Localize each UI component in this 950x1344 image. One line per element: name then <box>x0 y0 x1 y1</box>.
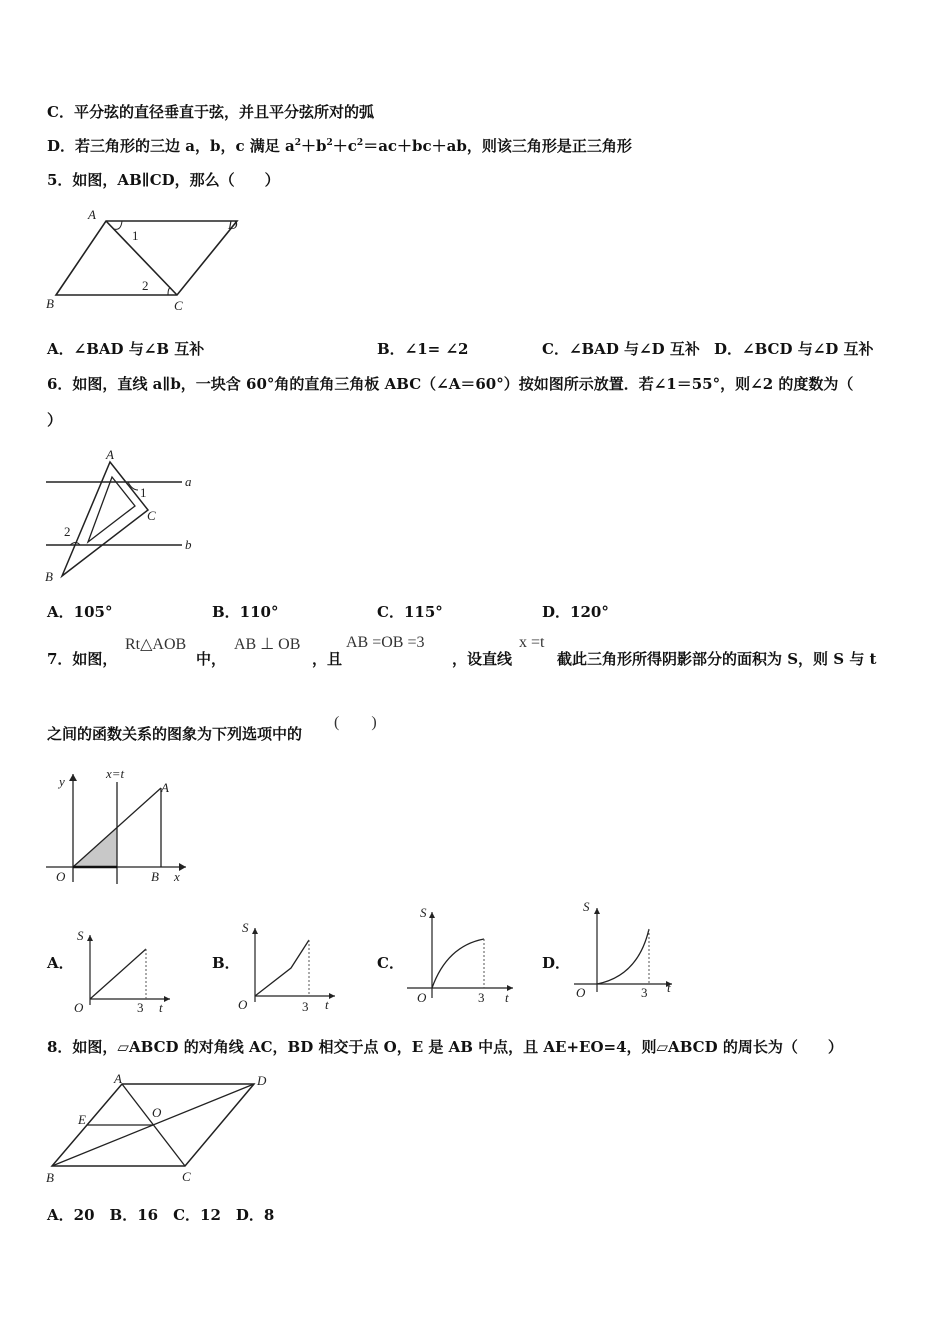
t-axis-arrow <box>329 993 335 999</box>
triangle-abc-outer <box>62 462 148 576</box>
graph-curve <box>432 939 484 988</box>
s-axis-arrow <box>252 928 258 934</box>
q5-option-b: B．∠1= ∠2 <box>377 340 469 358</box>
label-o: O <box>238 997 248 1012</box>
superscript: 2 <box>356 138 364 148</box>
label-b: B <box>151 869 159 884</box>
label-t: t <box>159 1000 163 1015</box>
q7-graph-b <box>235 916 345 1016</box>
q8-options: A．20 B．16 C．12 D．8 <box>47 1206 275 1224</box>
q5-option-d: D．∠BCD 与∠D 互补 <box>714 340 874 358</box>
label-b: B <box>46 1170 54 1185</box>
q4-option-d <box>47 135 632 156</box>
q8-figure <box>42 1070 274 1190</box>
label-b: B <box>45 569 53 584</box>
q7-stem-prefix: 7．如图， <box>47 650 118 668</box>
q7-text3: ，设直线 <box>452 650 513 668</box>
q7-math-rt-aob: Rt△AOB <box>125 636 187 653</box>
graph-curve <box>597 929 649 984</box>
angle2-label: 2 <box>142 278 149 293</box>
q7-graph-c <box>403 902 521 1010</box>
label-3: 3 <box>137 1000 144 1015</box>
label-t: t <box>325 997 329 1012</box>
s-axis-arrow <box>429 912 435 918</box>
q5-stem: 5．如图，AB∥CD，那么（ ） <box>47 171 280 189</box>
label-o: O <box>56 869 66 884</box>
q7-option-a: A． <box>47 954 74 972</box>
q7-graph-a <box>70 925 180 1017</box>
label-s: S <box>242 920 249 935</box>
label-s: S <box>420 905 427 920</box>
label-a: A <box>161 780 169 795</box>
q6-stem-line1: 6．如图，直线 a∥b，一块含 60°角的直角三角板 ABC（∠A＝60°）按如图所示放置．若∠1＝55°，则∠2 的度数为（ <box>47 375 854 393</box>
superscript: 2 <box>294 138 302 148</box>
label-d: D <box>228 217 238 232</box>
y-axis-arrow <box>69 774 77 781</box>
q6-option-c: C．115° <box>377 603 443 621</box>
label-s: S <box>583 899 590 914</box>
label-x: x <box>174 869 180 884</box>
label-a: A <box>106 447 114 462</box>
label-b: B <box>46 296 54 311</box>
label-o: O <box>74 1000 84 1015</box>
q4-option-d-suffix: ＝ac＋bc＋ab，则该三角形是正三角形 <box>363 137 632 155</box>
graph-curve <box>90 949 146 999</box>
label-d: D <box>257 1073 267 1088</box>
q7-math-ab-ob-3: AB =OB =3 <box>346 634 425 651</box>
label-y: y <box>59 774 65 789</box>
q4-option-d-mid2: ＋c <box>332 137 357 155</box>
label-o: O <box>152 1105 162 1120</box>
q5-figure <box>44 205 250 317</box>
label-3: 3 <box>641 985 648 1000</box>
q7-math-x-t: x =t <box>519 634 545 651</box>
s-axis-arrow <box>87 935 93 941</box>
label-c: C <box>182 1169 191 1184</box>
q5-option-c: C．∠BAD 与∠D 互补 <box>542 340 700 358</box>
label-3: 3 <box>478 990 485 1005</box>
superscript: 2 <box>326 138 333 148</box>
q5-option-a: A．∠BAD 与∠B 互补 <box>47 340 205 358</box>
angle2-label: 2 <box>64 524 71 539</box>
graph-curve <box>255 940 309 996</box>
label-t: t <box>667 980 671 995</box>
q7-math-ab-perp-ob: AB ⊥ OB <box>234 636 301 653</box>
angle1-label: 1 <box>132 228 139 243</box>
label-c: C <box>147 508 156 523</box>
q4-option-d-mid1: ＋b <box>301 137 327 155</box>
q7-option-b: B． <box>212 954 240 972</box>
t-axis-arrow <box>164 996 170 1002</box>
label-3: 3 <box>302 999 309 1014</box>
label-e: E <box>78 1112 86 1127</box>
label-o: O <box>417 990 427 1005</box>
q7-option-c: C． <box>377 954 404 972</box>
label-o: O <box>576 985 586 1000</box>
q7-option-d: D． <box>542 954 571 972</box>
q7-figure <box>40 764 200 890</box>
label-a: A <box>88 207 96 222</box>
q6-stem-line2: ） <box>47 411 63 429</box>
label-line-a: a <box>185 474 192 489</box>
q7-text1: 中， <box>196 650 227 668</box>
label-t: t <box>505 990 509 1005</box>
q6-option-a: A．105° <box>47 603 113 621</box>
q7-text2: ，且 <box>312 650 343 668</box>
q6-option-b: B．110° <box>212 603 279 621</box>
label-line-b: b <box>185 537 192 552</box>
x-axis-arrow <box>179 863 186 871</box>
q7-line2: 之间的函数关系的图象为下列选项中的 <box>47 725 303 743</box>
angle1-label: 1 <box>140 485 147 500</box>
q8-stem: 8．如图，▱ABCD 的对角线 AC，BD 相交于点 O，E 是 AB 中点，且 AE+EO=4，则▱ABCD 的周长为（ ） <box>47 1038 843 1056</box>
triangle-abc-inner <box>88 477 135 542</box>
q7-text4: 截此三角形所得阴影部分的面积为 S，则 S 与 t <box>557 650 877 668</box>
s-axis-arrow <box>594 908 600 914</box>
label-c: C <box>174 298 183 313</box>
q4-option-c: C．平分弦的直径垂直于弦，并且平分弦所对的弧 <box>47 103 374 121</box>
q6-figure <box>40 444 210 586</box>
q7-graph-d <box>570 896 680 1004</box>
label-x-equals-t: x=t <box>106 766 125 781</box>
angle1-arc <box>114 221 122 229</box>
q4-option-d-prefix: D．若三角形的三边 a，b，c 满足 a <box>47 137 295 155</box>
label-s: S <box>77 928 84 943</box>
label-a: A <box>114 1071 122 1086</box>
q7-answer-paren: ( ) <box>334 714 377 731</box>
q6-option-d: D．120° <box>542 603 609 621</box>
